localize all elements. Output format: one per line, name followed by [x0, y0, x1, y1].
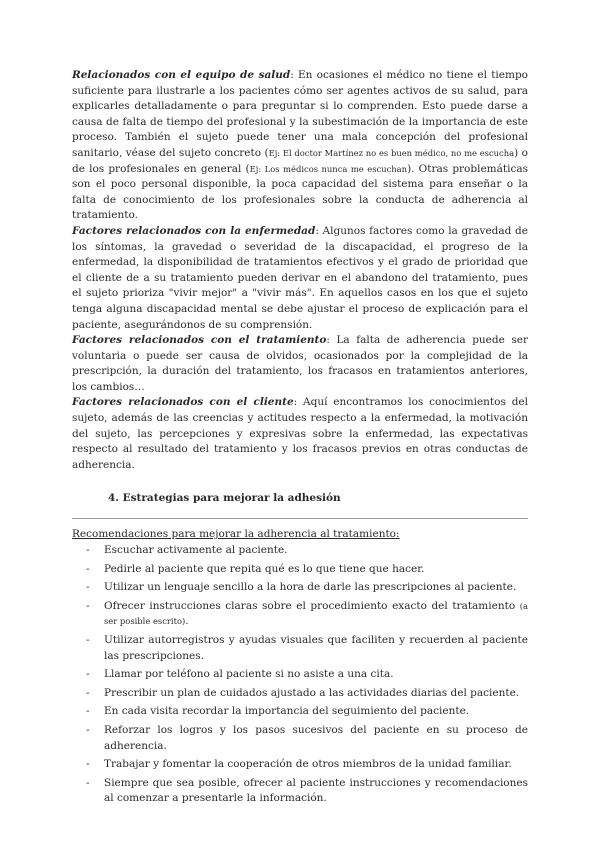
- list-item: [72, 667, 528, 683]
- example-quote: Ej: El doctor Martínez no es buen médico, no me escucha: [268, 147, 515, 158]
- list-item-text: Pedirle al paciente que repita qué es lo que tiene que hacer.: [104, 562, 425, 575]
- bullet-dash: -: [86, 562, 90, 575]
- bullet-dash: -: [86, 634, 90, 646]
- list-item-text: Utilizar un lenguaje sencillo a la hora de darle las prescripciones al paciente.: [104, 581, 517, 594]
- list-item-text: Ofrecer instrucciones claras sobre el procedimiento exacto del tratamiento: [104, 599, 516, 612]
- list-item: [72, 723, 528, 754]
- recommendations-list: [72, 543, 528, 807]
- list-item: [72, 704, 528, 720]
- bullet-dash: -: [86, 581, 90, 594]
- list-item-text: Prescribir un plan de cuidados ajustado a las actividades diarias del paciente.: [104, 686, 520, 699]
- list-item-text: Escuchar activamente al paciente.: [104, 544, 288, 557]
- paragraph-text: ). Otras problemáticas son el poco personal disponible, la poca capacidad del sistema para enseñar o la falta de conocimiento de los profesionales sobre la conducta de adherencia al tratamiento.: [72, 162, 528, 222]
- list-item: [72, 543, 528, 559]
- bullet-dash: -: [86, 758, 90, 771]
- list-item: [72, 633, 528, 664]
- list-item-text: Siempre que sea posible, ofrecer al paciente instrucciones y recomendaciones al comenzar a presentarle la información.: [104, 776, 528, 805]
- bullet-dash: -: [86, 544, 90, 557]
- list-item-text: En cada visita recordar la importancia del seguimiento del paciente.: [104, 705, 470, 718]
- term-equipo-salud: Relacionados con el equipo de salud: [72, 69, 291, 81]
- paragraph-text: : En ocasiones el médico no tiene el tiempo suficiente para ilustrarle a los pacientes cómo ser agentes activos de su salud, para explicarles detalladamente o para preguntar si lo comprenden. Esto puede darse a causa de falta de tiempo del profesional y la subestimación de la importancia de este proceso. También el sujeto puede tener una mala concepción del profesional sanitario, véase del sujeto concreto (: [72, 69, 528, 159]
- paragraph-cliente: [72, 395, 528, 473]
- list-item: [72, 686, 528, 702]
- list-item-text: Trabajar y fomentar la cooperación de otros miembros de la unidad familiar.: [104, 758, 512, 771]
- paragraph-text: : La falta de adherencia puede ser voluntaria o puede ser causa de olvidos, ocasionados por la complejidad de la prescripción, la duración del tratamiento, los fracasos en tratamientos anteriores, los cambios…: [72, 334, 528, 393]
- list-item-text: Utilizar autorregistros y ayudas visuales que faciliten y recuerden al paciente las prescripciones.: [104, 634, 528, 662]
- list-item: [72, 562, 528, 578]
- paragraph-text: : Algunos factores como la gravedad de los síntomas, la gravedad o severidad de la discapacidad, el progreso de la enfermedad, la disponibilidad de tratamientos efectivos y el grado de prioridad que el cliente de a su tratamiento pueden derivar en el abandono del tratamiento, pues el sujeto prioriza "vivir mejor" a "vivir más". En aquellos casos en los que el sujeto tenga alguna discapacidad mental se debe ajustar el proceso de explicación para el paciente, asegurándonos de su comprensión.: [72, 224, 528, 331]
- recommendations-title-text: Recomendaciones para mejorar la adherencia al tratamiento: [72, 528, 396, 541]
- example-quote: Ej: Los médicos nunca me escuchan: [249, 163, 408, 174]
- paragraph-enfermedad: [72, 224, 528, 333]
- bullet-dash: -: [86, 599, 90, 612]
- bullet-dash: -: [86, 705, 90, 718]
- list-item-text: Reforzar los logros y los pasos sucesivos del paciente en su proceso de adherencia.: [104, 723, 528, 752]
- bullet-dash: -: [86, 668, 90, 681]
- section-divider: [72, 518, 528, 519]
- list-item: [72, 757, 528, 773]
- recommendations-title-suffix: :: [396, 528, 400, 541]
- list-item-text: Llamar por teléfono al paciente si no asiste a una cita.: [104, 668, 394, 681]
- term-tratamiento: Factores relacionados con el tratamiento: [72, 334, 327, 347]
- paragraph-tratamiento: [72, 333, 528, 395]
- term-enfermedad: Factores relacionados con la enfermedad: [72, 224, 316, 237]
- list-item-end: .: [185, 615, 189, 628]
- section-heading: 4. Estrategias para mejorar la adhesión: [108, 492, 341, 505]
- bullet-dash: -: [86, 723, 90, 736]
- list-item-note: (a ser posible escrito): [104, 600, 528, 627]
- list-item: [72, 599, 528, 630]
- term-cliente: Factores relacionados con el cliente: [72, 396, 294, 409]
- paragraph-equipo-salud: [72, 68, 528, 224]
- document-page: [72, 68, 528, 810]
- list-item: [72, 580, 528, 596]
- bullet-dash: -: [86, 686, 90, 699]
- paragraph-text: : Aquí encontramos los conocimientos del sujeto, además de las creencias y actitudes respecto a la enfermedad, la motivación del sujeto, las percepciones y expresivas sobre la enfermedad, las expectativas respecto al resultado del tratamiento y los fracasos previos en otras conductas de adherencia.: [72, 396, 528, 471]
- bullet-dash: -: [86, 776, 90, 789]
- list-item: [72, 776, 528, 807]
- recommendations-title: [72, 527, 528, 543]
- paragraph-text: ) o de los profesionales en general (: [72, 146, 528, 175]
